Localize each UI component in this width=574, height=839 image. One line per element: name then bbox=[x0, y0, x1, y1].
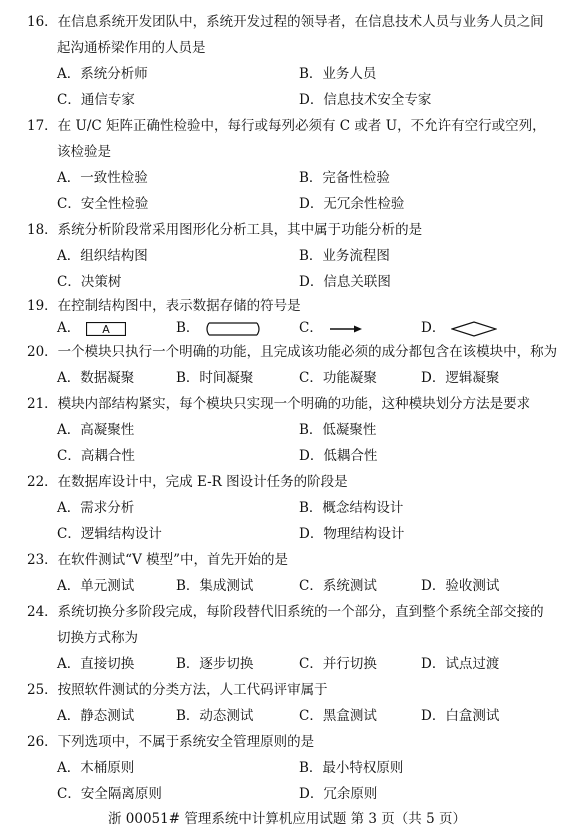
q19-option-b-label: B． bbox=[176, 320, 200, 336]
q26-option-c: C．安全隔离原则 bbox=[57, 786, 162, 802]
arrow-symbol-icon bbox=[329, 324, 363, 334]
q19-option-a bbox=[57, 318, 126, 338]
q16-option-a: A．系统分析师 bbox=[57, 66, 148, 82]
q22-option-b: B．概念结构设计 bbox=[299, 500, 404, 516]
q26-option-a: A．木桶原则 bbox=[57, 760, 135, 776]
q25-option-a: A．静态测试 bbox=[57, 708, 135, 724]
question-26-line-1: 26．下列选项中，不属于系统安全管理原则的是 bbox=[27, 734, 315, 750]
question-16-line-1: 16．在信息系统开发团队中，系统开发过程的领导者，在信息技术人员与业务人员之间 bbox=[27, 14, 544, 30]
question-22-line-1: 22．在数据库设计中，完成 E-R 图设计任务的阶段是 bbox=[27, 474, 348, 490]
question-21-line-1: 21．模块内部结构紧实，每个模块只实现一个明确的功能，这种模块划分方法是要求 bbox=[27, 396, 531, 412]
question-24-line-1: 24．系统切换分多阶段完成，每阶段替代旧系统的一个部分，直到整个系统全部交接的 bbox=[27, 604, 544, 620]
q25-option-b: B．动态测试 bbox=[176, 708, 254, 724]
q19-option-c bbox=[299, 318, 363, 338]
q20-option-d: D．逻辑凝聚 bbox=[421, 370, 500, 386]
question-18-line-1: 18．系统分析阶段常采用图形化分析工具，其中属于功能分析的是 bbox=[27, 222, 423, 238]
question-17-line-1: 17．在 U/C 矩阵正确性检验中，每行或每列必须有 C 或者 U，不允许有空行或空列， bbox=[27, 118, 546, 134]
q24-option-a: A．直接切换 bbox=[57, 656, 135, 672]
question-16-line-2: 起沟通桥梁作用的人员是 bbox=[57, 40, 206, 56]
q20-option-c: C．功能凝聚 bbox=[299, 370, 377, 386]
q21-option-d: D．低耦合性 bbox=[299, 448, 378, 464]
question-24-line-2: 切换方式称为 bbox=[57, 630, 138, 646]
q25-option-d: D．白盒测试 bbox=[421, 708, 500, 724]
q16-option-c: C．通信专家 bbox=[57, 92, 135, 108]
question-23-line-1: 23．在软件测试“V 模型”中，首先开始的是 bbox=[27, 552, 289, 568]
q24-option-b: B．逐步切换 bbox=[176, 656, 254, 672]
question-25-line-1: 25．按照软件测试的分类方法，人工代码评审属于 bbox=[27, 682, 328, 698]
q19-option-b bbox=[176, 318, 261, 338]
q21-option-a: A．高凝聚性 bbox=[57, 422, 135, 438]
q16-option-b: B．业务人员 bbox=[299, 66, 377, 82]
q24-option-d: D．试点过渡 bbox=[421, 656, 500, 672]
q19-option-d-label: D． bbox=[421, 320, 446, 336]
q19-option-a-label: A． bbox=[57, 320, 81, 336]
q25-option-c: C．黑盒测试 bbox=[299, 708, 377, 724]
q21-option-b: B．低凝聚性 bbox=[299, 422, 377, 438]
q23-option-c: C．系统测试 bbox=[299, 578, 377, 594]
q22-option-a: A．需求分析 bbox=[57, 500, 135, 516]
q17-option-d: D．无冗余性检验 bbox=[299, 196, 405, 212]
q20-option-a: A．数据凝聚 bbox=[57, 370, 135, 386]
q17-option-b: B．完备性检验 bbox=[299, 170, 390, 186]
q21-option-c: C．高耦合性 bbox=[57, 448, 135, 464]
q26-option-b: B．最小特权原则 bbox=[299, 760, 404, 776]
q19-option-c-label: C． bbox=[299, 320, 323, 336]
q17-option-a: A．一致性检验 bbox=[57, 170, 148, 186]
data-store-symbol-icon bbox=[205, 322, 261, 336]
page-footer: 浙 00051# 管理系统中计算机应用试题 第 3 页（共 5 页） bbox=[108, 811, 466, 827]
q19-option-d bbox=[421, 318, 497, 338]
q24-option-c: C．并行切换 bbox=[299, 656, 377, 672]
rectangle-symbol-icon bbox=[86, 322, 126, 336]
question-19-line-1: 19．在控制结构图中，表示数据存储的符号是 bbox=[27, 298, 301, 314]
q18-option-a: A．组织结构图 bbox=[57, 248, 148, 264]
q23-option-d: D．验收测试 bbox=[421, 578, 500, 594]
q23-option-a: A．单元测试 bbox=[57, 578, 135, 594]
q22-option-d: D．物理结构设计 bbox=[299, 526, 405, 542]
question-20-line-1: 20．一个模块只执行一个明确的功能，且完成该功能必须的成分都包含在该模块中，称为 bbox=[27, 344, 558, 360]
q16-option-d: D．信息技术安全专家 bbox=[299, 92, 432, 108]
diamond-symbol-icon bbox=[451, 321, 497, 337]
q26-option-d: D．冗余原则 bbox=[299, 786, 378, 802]
q18-option-b: B．业务流程图 bbox=[299, 248, 390, 264]
q20-option-b: B．时间凝聚 bbox=[176, 370, 254, 386]
q18-option-c: C．决策树 bbox=[57, 274, 122, 290]
q22-option-c: C．逻辑结构设计 bbox=[57, 526, 162, 542]
q18-option-d: D．信息关联图 bbox=[299, 274, 391, 290]
rectangle-symbol-letter: A bbox=[102, 322, 111, 336]
q17-option-c: C．安全性检验 bbox=[57, 196, 149, 212]
q23-option-b: B．集成测试 bbox=[176, 578, 254, 594]
question-17-line-2: 该检验是 bbox=[57, 144, 111, 160]
